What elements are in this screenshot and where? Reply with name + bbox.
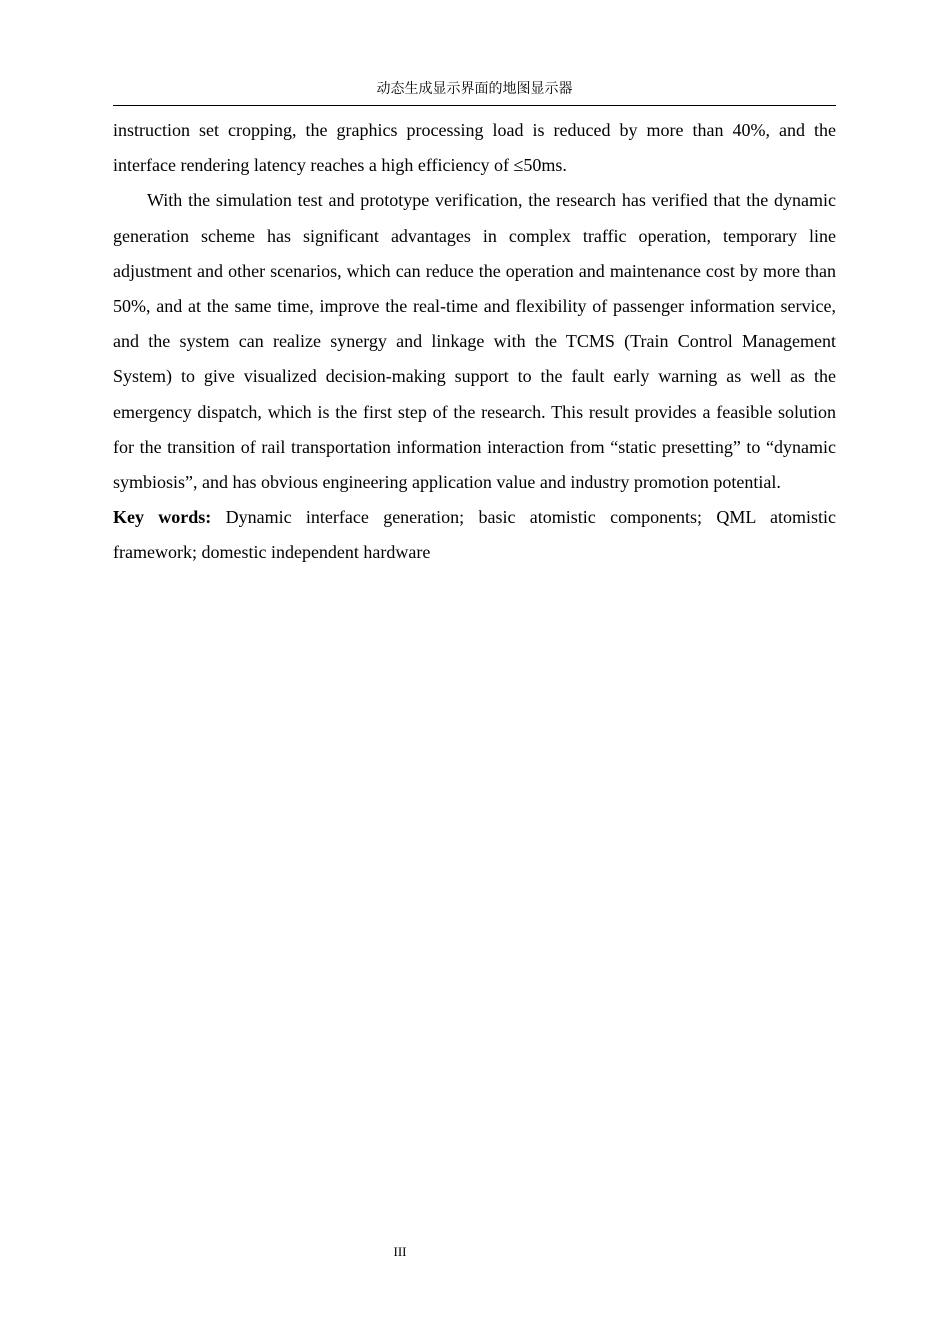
keywords-label: Key words: [113, 507, 212, 528]
body-text [113, 113, 836, 571]
keywords-text: Dynamic interface generation; basic atomistic components; QML atomistic framework; domestic independent hardware [113, 507, 837, 563]
page-number: III [393, 1244, 407, 1259]
header-title: 动态生成显示界面的地图显示器 [376, 81, 573, 97]
page-header [113, 79, 836, 106]
keywords-paragraph [113, 500, 836, 570]
paragraph-main: With the simulation test and prototype verification, the research has verified that the dynamic generation scheme has significant advantages in complex traffic operation, temporary line adjustment and other scenarios, which can reduce the operation and maintenance cost by more than 50%, and at the same time, improve the real-time and flexibility of passenger information service, and the system can realize synergy and linkage with the TCMS (Train Control Management System) to give visualized decision-making support to the fault early warning as well as the emergency dispatch, which is the first step of the research. This result provides a feasible solution for the transition of rail transportation information interaction from “static presetting” to “dynamic symbiosis”, and has obvious engineering application value and industry promotion potential. [113, 190, 836, 493]
paragraph-continued: instruction set cropping, the graphics processing load is reduced by more than 40%, and the interface rendering latency reaches a high efficiency of ≤50ms. [113, 120, 836, 176]
